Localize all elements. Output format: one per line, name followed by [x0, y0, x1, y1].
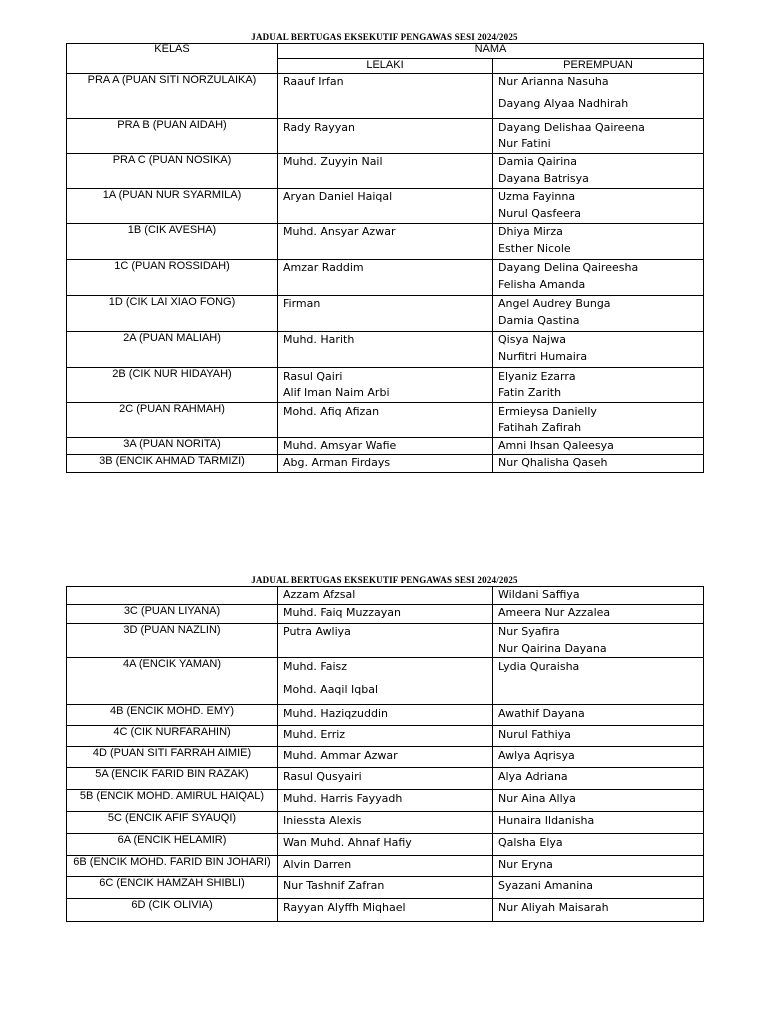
perempuan-cell [493, 455, 704, 473]
lelaki-cell [278, 747, 493, 768]
kelas-cell: PRA A (PUAN SITI NORZULAIKA) [67, 74, 278, 119]
perempuan-cell [493, 74, 704, 119]
perempuan-name: Amni Ihsan Qaleesya [498, 439, 614, 452]
lelaki-name: Nur Tashnif Zafran [283, 879, 385, 892]
perempuan-cell [493, 768, 704, 790]
table-row [67, 455, 704, 473]
perempuan-cell [493, 260, 704, 296]
table-row [67, 587, 704, 605]
kelas-cell: 6A (ENCIK HELAMIR) [67, 834, 278, 856]
lelaki-cell [278, 726, 493, 747]
perempuan-cell [493, 154, 704, 189]
lelaki-name: Azzam Afzsal [283, 588, 356, 601]
lelaki-cell [278, 438, 493, 455]
perempuan-name: Syazani Amanina [498, 879, 593, 892]
perempuan-name: Wildani Saffiya [498, 588, 580, 601]
perempuan-name: Nur Arianna Nasuha [498, 75, 609, 88]
perempuan-name: Nur Aina Allya [498, 792, 576, 805]
lelaki-cell [278, 332, 493, 368]
table-row [67, 768, 704, 790]
perempuan-name: Nur Eryna [498, 858, 553, 871]
perempuan-cell [493, 368, 704, 403]
perempuan-cell [493, 224, 704, 260]
page-title-2: JADUAL BERTUGAS EKSEKUTIF PENGAWAS SESI 2024/2025 [251, 575, 518, 585]
perempuan-name: Felisha Amanda [498, 278, 586, 291]
perempuan-cell [493, 403, 704, 438]
lelaki-name: Muhd. Zuyyin Nail [283, 155, 383, 168]
table-row [67, 403, 704, 438]
lelaki-name: Muhd. Faiq Muzzayan [283, 606, 401, 619]
perempuan-name: Qisya Najwa [498, 333, 566, 346]
kelas-cell: 2B (CIK NUR HIDAYAH) [67, 368, 278, 403]
lelaki-cell [278, 768, 493, 790]
kelas-cell: 4C (CIK NURFARAHIN) [67, 726, 278, 747]
kelas-cell: 1C (PUAN ROSSIDAH) [67, 260, 278, 296]
kelas-cell: 6C (ENCIK HAMZAH SHIBLI) [67, 877, 278, 899]
lelaki-name: Muhd. Harris Fayyadh [283, 792, 403, 805]
perempuan-name: Fatin Zarith [498, 386, 562, 399]
lelaki-name: Firman [283, 297, 321, 310]
lelaki-cell [278, 658, 493, 705]
lelaki-name: Rady Rayyan [283, 121, 356, 134]
lelaki-name: Rayyan Alyffh Miqhael [283, 901, 406, 914]
perempuan-name: Ameera Nur Azzalea [498, 606, 611, 619]
perempuan-cell [493, 605, 704, 624]
lelaki-name: Abg. Arman Firdays [283, 456, 391, 469]
kelas-cell: 4A (ENCIK YAMAN) [67, 658, 278, 705]
kelas-cell [67, 587, 278, 605]
header-kelas: KELAS [67, 44, 278, 74]
lelaki-cell [278, 119, 493, 154]
lelaki-name: Mohd. Afiq Afizan [283, 405, 380, 418]
perempuan-name: Awlya Aqrisya [498, 749, 575, 762]
lelaki-cell [278, 403, 493, 438]
perempuan-cell [493, 726, 704, 747]
kelas-cell: 3B (ENCIK AHMAD TARMIZI) [67, 455, 278, 473]
lelaki-name: Muhd. Haziqzuddin [283, 707, 388, 720]
lelaki-cell [278, 224, 493, 260]
lelaki-name: Iniessta Alexis [283, 814, 362, 827]
table-row [67, 834, 704, 856]
table-row [67, 726, 704, 747]
table-row [67, 624, 704, 658]
perempuan-name: Nur Qairina Dayana [498, 642, 607, 655]
lelaki-name: Muhd. Faisz [283, 660, 348, 673]
perempuan-cell [493, 877, 704, 899]
schedule-table-2 [66, 586, 704, 922]
table-row [67, 790, 704, 812]
schedule-table-1 [66, 43, 704, 473]
kelas-cell: PRA B (PUAN AIDAH) [67, 119, 278, 154]
perempuan-name: Nurul Qasfeera [498, 207, 582, 220]
table-row [67, 438, 704, 455]
perempuan-name: Lydia Quraisha [498, 660, 580, 673]
kelas-cell: 4D (PUAN SITI FARRAH AIMIE) [67, 747, 278, 768]
perempuan-cell [493, 438, 704, 455]
kelas-cell: 1B (CIK AVESHA) [67, 224, 278, 260]
perempuan-name: Hunaira Ildanisha [498, 814, 595, 827]
perempuan-cell [493, 790, 704, 812]
table-row [67, 812, 704, 834]
lelaki-cell [278, 812, 493, 834]
perempuan-cell [493, 296, 704, 332]
lelaki-name: Alif Iman Naim Arbi [283, 386, 390, 399]
lelaki-cell [278, 587, 493, 605]
kelas-cell: 6B (ENCIK MOHD. FARID BIN JOHARI) [67, 856, 278, 877]
lelaki-name: Wan Muhd. Ahnaf Hafiy [283, 836, 412, 849]
lelaki-name: Muhd. Amsyar Wafie [283, 439, 397, 452]
table-row [67, 260, 704, 296]
table-row [67, 154, 704, 189]
perempuan-name: Nur Fatini [498, 137, 551, 150]
perempuan-name: Ermieysa Danielly [498, 405, 597, 418]
kelas-cell: PRA C (PUAN NOSIKA) [67, 154, 278, 189]
perempuan-cell [493, 899, 704, 922]
lelaki-name: Amzar Raddim [283, 261, 364, 274]
header-perempuan: PEREMPUAN [493, 59, 704, 74]
kelas-cell: 1A (PUAN NUR SYARMILA) [67, 189, 278, 224]
lelaki-cell [278, 154, 493, 189]
perempuan-name: Uzma Fayinna [498, 190, 576, 203]
lelaki-name: Rasul Qusyairi [283, 770, 362, 783]
header-nama: NAMA [278, 44, 704, 59]
perempuan-name: Nurfitri Humaira [498, 350, 588, 363]
perempuan-cell [493, 705, 704, 726]
lelaki-cell [278, 705, 493, 726]
perempuan-name: Damia Qairina [498, 155, 577, 168]
kelas-cell: 4B (ENCIK MOHD. EMY) [67, 705, 278, 726]
table-row [67, 658, 704, 705]
perempuan-name: Esther Nicole [498, 242, 571, 255]
lelaki-name: Aryan Daniel Haiqal [283, 190, 393, 203]
perempuan-cell [493, 119, 704, 154]
lelaki-cell [278, 296, 493, 332]
lelaki-cell [278, 899, 493, 922]
perempuan-name: Dayang Delishaa Qaireena [498, 121, 645, 134]
perempuan-name: Fatihah Zafirah [498, 421, 582, 434]
perempuan-cell [493, 856, 704, 877]
perempuan-name: Angel Audrey Bunga [498, 297, 611, 310]
lelaki-cell [278, 455, 493, 473]
kelas-cell: 2C (PUAN RAHMAH) [67, 403, 278, 438]
lelaki-name: Muhd. Ammar Azwar [283, 749, 398, 762]
lelaki-cell [278, 624, 493, 658]
lelaki-name: Rasul Qairi [283, 370, 343, 383]
table-row [67, 747, 704, 768]
lelaki-cell [278, 856, 493, 877]
kelas-cell: 5B (ENCIK MOHD. AMIRUL HAIQAL) [67, 790, 278, 812]
table-row [67, 74, 704, 119]
table-row [67, 189, 704, 224]
table-row [67, 119, 704, 154]
lelaki-name: Muhd. Harith [283, 333, 355, 346]
lelaki-name: Putra Awliya [283, 625, 351, 638]
table-row [67, 899, 704, 922]
lelaki-cell [278, 605, 493, 624]
perempuan-cell [493, 332, 704, 368]
table-row [67, 705, 704, 726]
kelas-cell: 5C (ENCIK AFIF SYAUQI) [67, 812, 278, 834]
lelaki-name: Alvin Darren [283, 858, 352, 871]
perempuan-name: Dayang Delina Qaireesha [498, 261, 639, 274]
perempuan-name: Nur Aliyah Maisarah [498, 901, 609, 914]
kelas-cell: 6D (CIK OLIVIA) [67, 899, 278, 922]
lelaki-name: Muhd. Erriz [283, 728, 346, 741]
table-row [67, 296, 704, 332]
perempuan-name: Awathif Dayana [498, 707, 585, 720]
perempuan-cell [493, 658, 704, 705]
perempuan-name: Nur Qhalisha Qaseh [498, 456, 608, 469]
kelas-cell: 5A (ENCIK FARID BIN RAZAK) [67, 768, 278, 790]
perempuan-name: Dayana Batrisya [498, 172, 589, 185]
perempuan-name: Nur Syafira [498, 625, 560, 638]
table-row [67, 877, 704, 899]
lelaki-cell [278, 74, 493, 119]
lelaki-cell [278, 834, 493, 856]
perempuan-name: Alya Adriana [498, 770, 568, 783]
perempuan-name: Damia Qastina [498, 314, 580, 327]
header-lelaki: LELAKI [278, 59, 493, 74]
perempuan-cell [493, 747, 704, 768]
lelaki-cell [278, 368, 493, 403]
perempuan-name: Qalsha Elya [498, 836, 563, 849]
lelaki-cell [278, 877, 493, 899]
perempuan-cell [493, 834, 704, 856]
table-row [67, 332, 704, 368]
table-row [67, 224, 704, 260]
lelaki-cell [278, 260, 493, 296]
kelas-cell: 3A (PUAN NORITA) [67, 438, 278, 455]
perempuan-name: Dhiya Mirza [498, 225, 563, 238]
perempuan-cell [493, 587, 704, 605]
kelas-cell: 1D (CIK LAI XIAO FONG) [67, 296, 278, 332]
perempuan-cell [493, 189, 704, 224]
table-row [67, 605, 704, 624]
perempuan-name: Dayang Alyaa Nadhirah [498, 97, 629, 110]
table-row [67, 856, 704, 877]
kelas-cell: 3D (PUAN NAZLIN) [67, 624, 278, 658]
lelaki-name: Mohd. Aaqil Iqbal [283, 683, 379, 696]
perempuan-cell [493, 812, 704, 834]
kelas-cell: 3C (PUAN LIYANA) [67, 605, 278, 624]
kelas-cell: 2A (PUAN MALIAH) [67, 332, 278, 368]
perempuan-name: Nurul Fathiya [498, 728, 571, 741]
lelaki-name: Muhd. Ansyar Azwar [283, 225, 396, 238]
lelaki-cell [278, 189, 493, 224]
table-row [67, 368, 704, 403]
perempuan-name: Elyaniz Ezarra [498, 370, 576, 383]
lelaki-cell [278, 790, 493, 812]
perempuan-cell [493, 624, 704, 658]
lelaki-name: Raauf Irfan [283, 75, 344, 88]
page-title-1: JADUAL BERTUGAS EKSEKUTIF PENGAWAS SESI 2024/2025 [251, 32, 518, 42]
